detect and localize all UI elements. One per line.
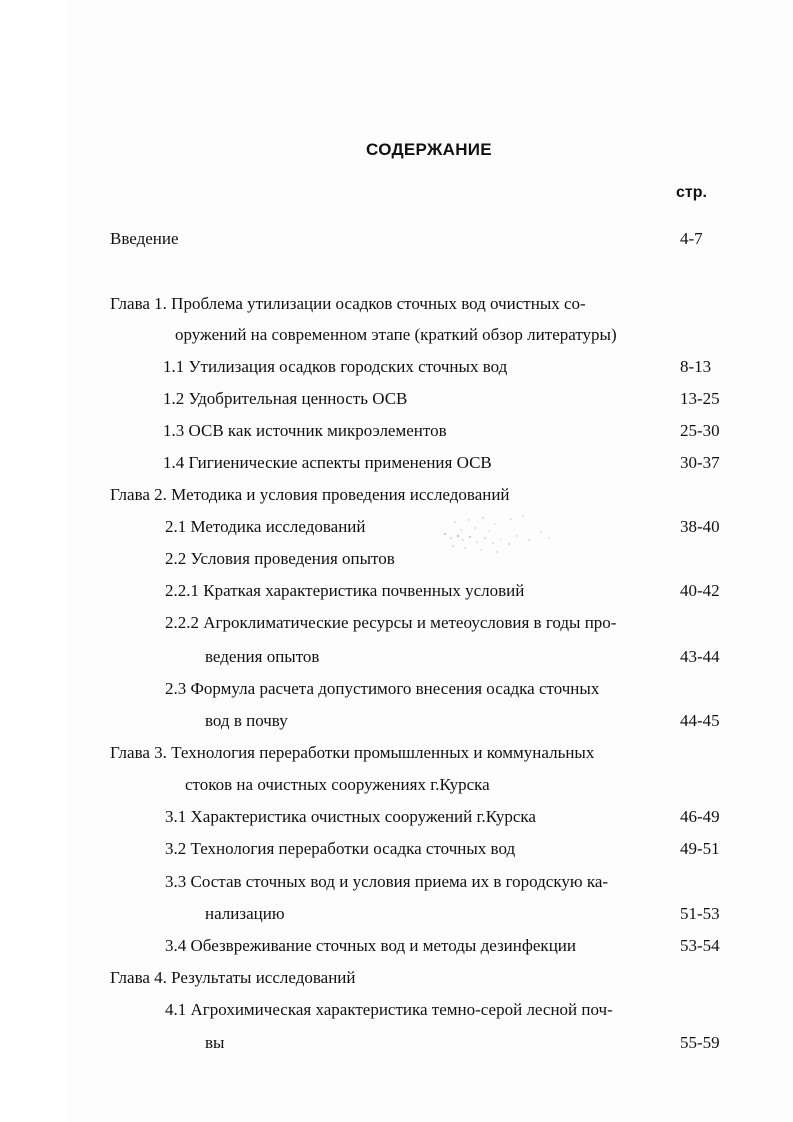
toc-chapter-heading-cont: стоков на очистных сооружениях г.Курска xyxy=(185,775,490,794)
toc-entry-text: 2.2 Условия проведения опытов xyxy=(165,549,395,568)
toc-entry-text: 2.2.2 Агроклиматические ресурсы и метеоусловия в годы про- xyxy=(165,613,617,632)
toc-entry-text: 2.2.1 Краткая характеристика почвенных условий xyxy=(165,581,525,600)
page-column-label: стр. xyxy=(676,184,707,201)
toc-entry-text-cont: вод в почву xyxy=(205,711,288,730)
scan-speckle xyxy=(425,512,565,562)
toc-entry-page: 53-54 xyxy=(680,936,720,955)
toc-entry-text: 1.1 Утилизация осадков городских сточных вод xyxy=(163,357,508,376)
toc-entry-text: 1.3 ОСВ как источник микроэлементов xyxy=(163,421,447,440)
toc-chapter-heading: Глава 3. Технология переработки промышленных и коммунальных xyxy=(110,743,595,762)
toc-chapter-heading-cont: оружений на современном этапе (краткий обзор литературы) xyxy=(175,325,617,344)
toc-entry-page: 43-44 xyxy=(680,647,720,666)
toc-chapter-heading: Глава 4. Результаты исследований xyxy=(110,968,356,987)
toc-entry-text: 3.4 Обезвреживание сточных вод и методы дезинфекции xyxy=(165,936,576,955)
toc-entry-page: 46-49 xyxy=(680,807,720,826)
toc-entry-text-cont: ведения опытов xyxy=(205,647,320,666)
toc-entry-page: 40-42 xyxy=(680,581,720,600)
toc-entry-page: 4-7 xyxy=(680,229,703,248)
toc-entry-page: 13-25 xyxy=(680,389,720,408)
toc-entry-page: 30-37 xyxy=(680,453,720,472)
toc-entry-text-cont: нализацию xyxy=(205,904,285,923)
toc-entry-page: 51-53 xyxy=(680,904,720,923)
toc-entry-page: 44-45 xyxy=(680,711,720,730)
toc-entry-text: 2.3 Формула расчета допустимого внесения осадка сточных xyxy=(165,679,600,698)
toc-entry-text: 1.2 Удобрительная ценность ОСВ xyxy=(163,389,408,408)
toc-chapter-heading: Глава 1. Проблема утилизации осадков сточных вод очистных со- xyxy=(110,294,586,313)
toc-entry-text: 2.1 Методика исследований xyxy=(165,517,366,536)
toc-entry-text: 4.1 Агрохимическая характеристика темно-серой лесной поч- xyxy=(165,1000,613,1019)
toc-entry-text: Введение xyxy=(110,229,179,248)
toc-chapter-heading: Глава 2. Методика и условия проведения исследований xyxy=(110,485,510,504)
toc-entry-text: 3.2 Технология переработки осадка сточных вод xyxy=(165,839,516,858)
toc-entry-text: 1.4 Гигиенические аспекты применения ОСВ xyxy=(163,453,492,472)
toc-entry-text: 3.3 Состав сточных вод и условия приема их в городскую ка- xyxy=(165,872,609,891)
toc-entry-page: 49-51 xyxy=(680,839,720,858)
toc-entry-text-cont: вы xyxy=(205,1033,225,1052)
toc-entry-page: 38-40 xyxy=(680,517,720,536)
toc-entry-page: 25-30 xyxy=(680,421,720,440)
page-title: СОДЕРЖАНИЕ xyxy=(366,140,492,159)
toc-entry-page: 8-13 xyxy=(680,357,712,376)
toc-entry-page: 55-59 xyxy=(680,1033,720,1052)
toc-entry-text: 3.1 Характеристика очистных сооружений г.Курска xyxy=(165,807,536,826)
scan-margin xyxy=(0,0,66,1122)
